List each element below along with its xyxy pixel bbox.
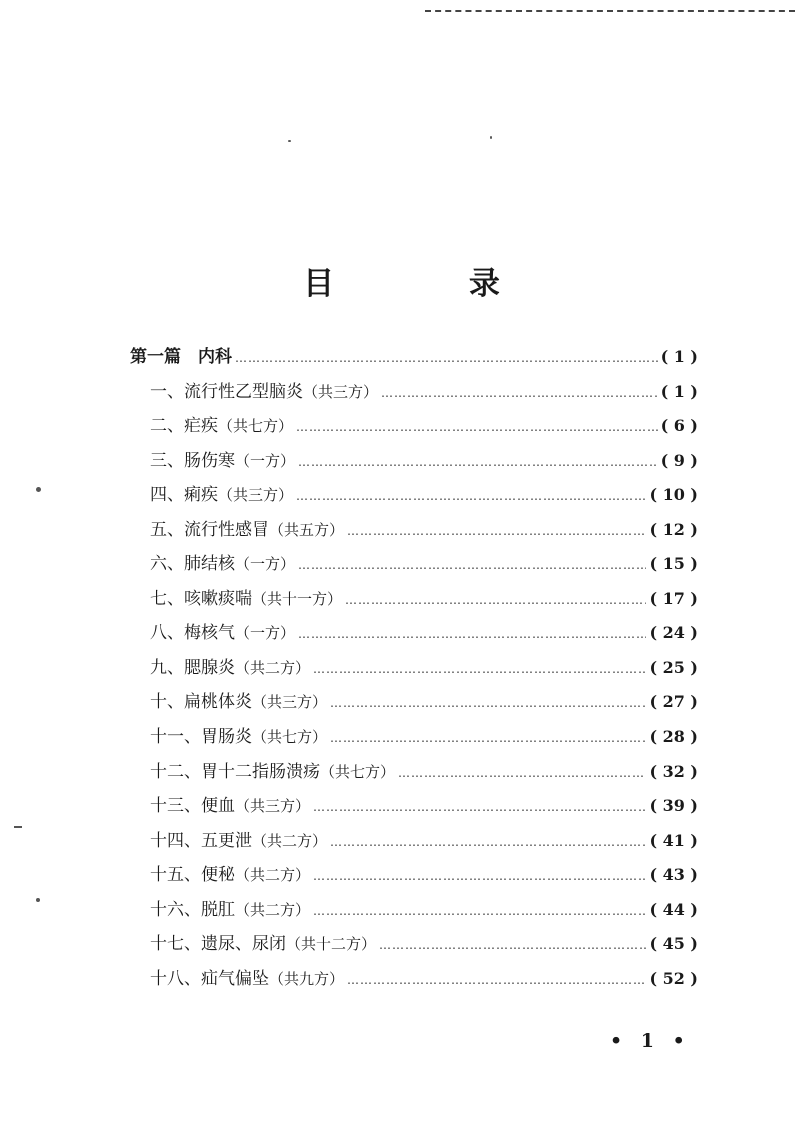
toc-entry[interactable] (130, 340, 698, 375)
table-of-contents (130, 340, 698, 996)
toc-entry-label: 十五、便秘 (150, 865, 235, 886)
toc-entry-page: ( 25 ) (649, 657, 698, 677)
leader-dots (235, 341, 658, 376)
leader-dots (330, 686, 646, 721)
toc-entry-label: 二、疟疾 (150, 416, 218, 437)
toc-entry[interactable] (130, 685, 698, 720)
toc-entry[interactable] (130, 789, 698, 824)
toc-entry-note: （共十一方） (252, 589, 343, 608)
toc-entry-label: 九、腮腺炎 (150, 657, 235, 678)
toc-entry[interactable] (130, 962, 698, 997)
toc-entry-note: （一方） (235, 451, 296, 470)
toc-entry-label: 六、肺结核 (150, 554, 235, 575)
toc-entry-note: （共七方） (320, 762, 396, 781)
leader-dots (296, 479, 646, 514)
toc-entry-page: ( 12 ) (649, 519, 698, 539)
toc-entry-note: （共七方） (252, 728, 328, 747)
toc-entry[interactable] (130, 582, 698, 617)
toc-entry[interactable] (130, 547, 698, 582)
toc-entry[interactable] (130, 616, 698, 651)
toc-entry-page: ( 15 ) (649, 554, 698, 574)
toc-entry-note: （共三方） (218, 486, 294, 505)
leader-dots (381, 376, 658, 411)
toc-entry-page: ( 10 ) (649, 485, 698, 505)
toc-entry-label: 五、流行性感冒 (150, 519, 269, 540)
toc-entry[interactable] (130, 824, 698, 859)
leader-dots (313, 652, 646, 687)
toc-entry-label: 十、扁桃体炎 (150, 692, 252, 713)
toc-entry[interactable] (130, 755, 698, 790)
toc-entry[interactable] (130, 513, 698, 548)
leader-dots (379, 928, 646, 963)
leader-dots (313, 790, 646, 825)
toc-entry-label: 十七、遗尿、尿闭 (150, 934, 286, 955)
top-dashed-rule (425, 10, 795, 12)
scan-speck (288, 140, 291, 142)
toc-entry[interactable] (130, 409, 698, 444)
toc-entry-page: ( 24 ) (649, 623, 698, 643)
toc-entry-page: ( 41 ) (649, 830, 698, 850)
toc-entry-label: 四、痢疾 (150, 485, 218, 506)
scan-speck (36, 898, 40, 902)
toc-entry-note: （共九方） (269, 969, 345, 988)
toc-entry-page: ( 17 ) (649, 588, 698, 608)
scan-speck (14, 826, 22, 828)
toc-entry-label: 十八、疝气偏坠 (150, 968, 269, 989)
toc-entry[interactable] (130, 375, 698, 410)
leader-dots (347, 514, 646, 549)
toc-entry-label: 一、流行性乙型脑炎 (150, 381, 303, 402)
toc-entry-note: （共二方） (235, 658, 311, 677)
leader-dots (298, 548, 646, 583)
page-number: • 1 • (610, 1030, 691, 1052)
toc-entry[interactable] (130, 858, 698, 893)
leader-dots (330, 825, 646, 860)
toc-entry-page: ( 6 ) (660, 416, 698, 436)
leader-dots (298, 617, 646, 652)
scan-speck (36, 487, 41, 492)
leader-dots (347, 963, 646, 998)
toc-entry-note: （一方） (235, 624, 296, 643)
scan-speck (490, 136, 492, 139)
toc-entry[interactable] (130, 927, 698, 962)
toc-entry-page: ( 52 ) (649, 968, 698, 988)
toc-entry-label: 十四、五更泄 (150, 830, 252, 851)
toc-entry-label: 第一篇 内科 (130, 347, 232, 367)
leader-dots (313, 894, 646, 929)
toc-entry-label: 十六、脱肛 (150, 899, 235, 920)
leader-dots (345, 583, 646, 618)
toc-entry-note: （共三方） (303, 382, 379, 401)
leader-dots (398, 756, 646, 791)
toc-entry-label: 十三、便血 (150, 796, 235, 817)
toc-entry-note: （共二方） (252, 831, 328, 850)
toc-entry-page: ( 28 ) (649, 727, 698, 747)
toc-entry-note: （共二方） (235, 900, 311, 919)
toc-entry-page: ( 45 ) (649, 934, 698, 954)
toc-entry-note: （共二方） (235, 866, 311, 885)
toc-entry-page: ( 32 ) (649, 761, 698, 781)
toc-entry-page: ( 9 ) (660, 450, 698, 470)
toc-entry-label: 十二、胃十二指肠溃疡 (150, 761, 320, 782)
toc-entry[interactable] (130, 651, 698, 686)
toc-entry[interactable] (130, 478, 698, 513)
toc-entry-page: ( 1 ) (660, 381, 698, 401)
toc-entry-note: （共三方） (252, 693, 328, 712)
toc-entry-label: 三、肠伤寒 (150, 450, 235, 471)
toc-entry-page: ( 39 ) (649, 796, 698, 816)
toc-entry[interactable] (130, 720, 698, 755)
toc-entry-note: （共五方） (269, 520, 345, 539)
toc-entry-page: ( 1 ) (660, 347, 698, 366)
toc-entry-label: 七、咳嗽痰喘 (150, 588, 252, 609)
toc-entry[interactable] (130, 444, 698, 479)
leader-dots (313, 859, 646, 894)
toc-entry-page: ( 44 ) (649, 899, 698, 919)
leader-dots (298, 445, 658, 480)
toc-entry-note: （共十二方） (286, 935, 377, 954)
toc-entry-page: ( 27 ) (649, 692, 698, 712)
toc-entry-page: ( 43 ) (649, 865, 698, 885)
toc-entry-note: （一方） (235, 555, 296, 574)
leader-dots (296, 410, 658, 445)
page-title: 目 录 (303, 266, 562, 302)
toc-entry-note: （共七方） (218, 417, 294, 436)
toc-entry-label: 八、梅核气 (150, 623, 235, 644)
toc-entry[interactable] (130, 893, 698, 928)
leader-dots (330, 721, 646, 756)
toc-entry-note: （共三方） (235, 797, 311, 816)
toc-entry-label: 十一、胃肠炎 (150, 727, 252, 748)
